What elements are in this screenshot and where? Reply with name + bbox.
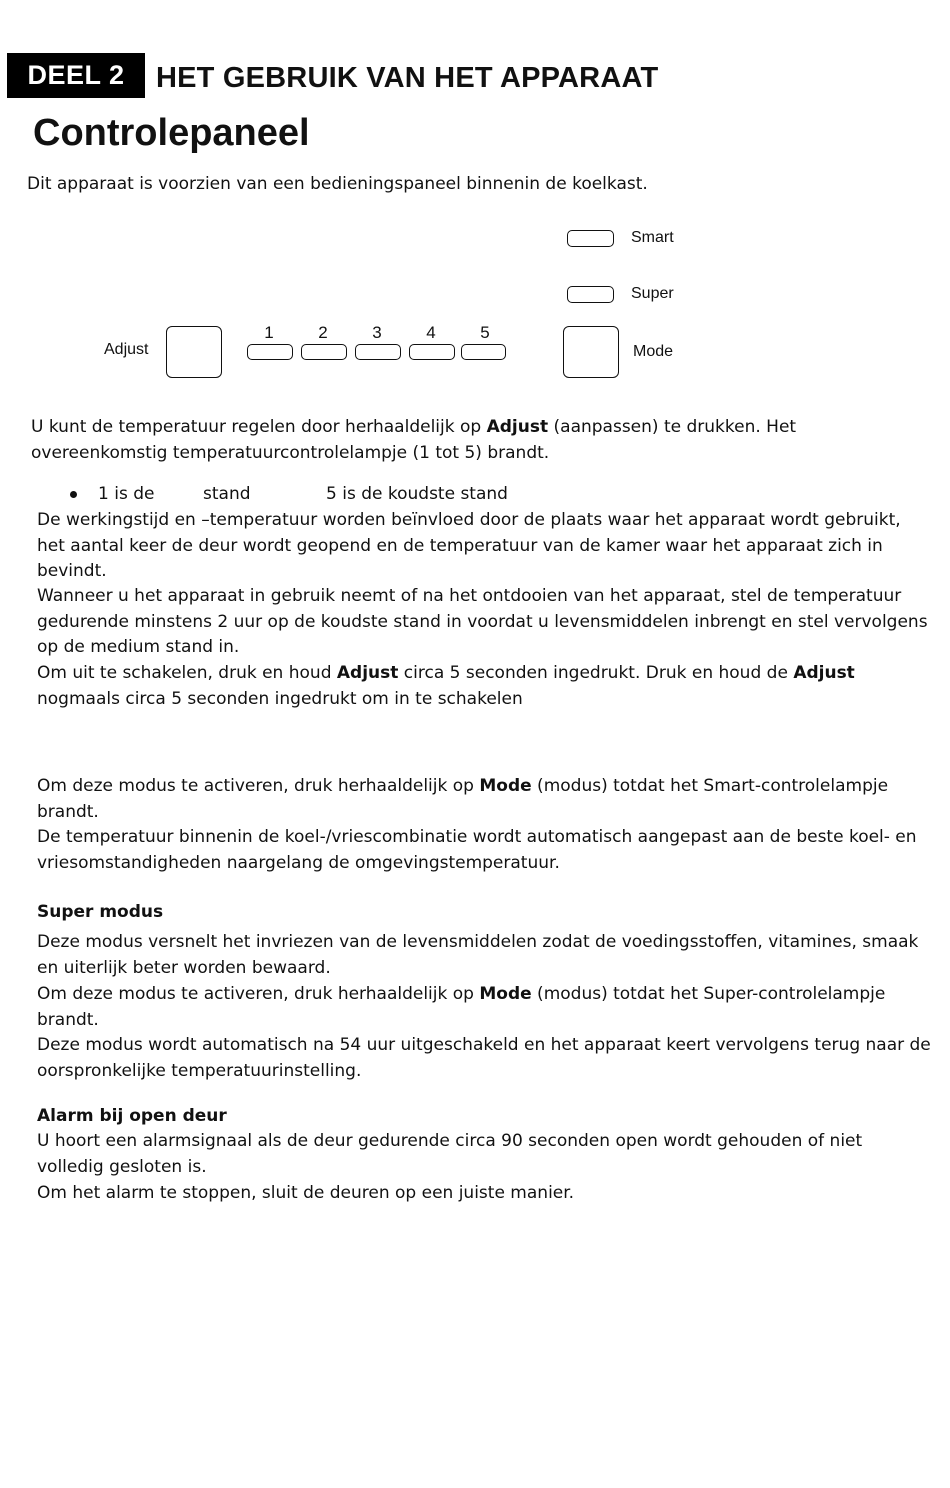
level-indicator: [409, 344, 455, 360]
level-number: 1: [264, 323, 274, 342]
smart-indicator: [567, 230, 614, 247]
level-number: 3: [372, 323, 382, 342]
level-number: 4: [426, 323, 436, 342]
level-indicator: [247, 344, 293, 360]
level-indicator: [461, 344, 506, 360]
adjust-text-line1: U kunt de temperatuur regelen door herhaaldelijk op Adjust (aanpassen) te drukken. Het: [31, 417, 797, 437]
paragraph-alarm-stop: Om het alarm te stoppen, sluit de deuren op een juiste manier.: [37, 1183, 575, 1203]
bullet-icon: [70, 491, 77, 498]
level-indicator: [355, 344, 401, 360]
paragraph-super-auto-off: Deze modus wordt automatisch na 54 uur uitgeschakeld en het apparaat keert vervolgens terug naar de oorspronkelijke temperatuurinstelling.: [37, 1035, 931, 1081]
paragraph-operation: De werkingstijd en –temperatuur worden beïnvloed door de plaats waar het apparaat wordt gebruikt, het aantal keer de deur wordt geopend en de temperatuur van de kamer waar het apparaat zich in bevindt.: [37, 510, 901, 581]
paragraph-alarm-description: U hoort een alarmsignaal als de deur gedurende circa 90 seconden open wordt gehouden of niet volledig gesloten is.: [37, 1131, 863, 1177]
intro-text: Dit apparaat is voorzien van een bedieningspaneel binnenin de koelkast.: [27, 174, 648, 194]
paragraph-super-description: Deze modus versnelt het invriezen van de levensmiddelen zodat de voedingsstoffen, vitamines, smaak en uiterlijk beter worden bewaard.: [37, 932, 919, 978]
paragraph-startup: Wanneer u het apparaat in gebruik neemt of na het ontdooien van het apparaat, stel de temperatuur gedurende minstens 2 uur op de koudste stand in voordat u levensmiddelen inbrengt en stel vervolgens op de medium stand in.: [37, 586, 928, 657]
adjust-button[interactable]: [166, 326, 222, 378]
paragraph-smart-description: De temperatuur binnenin de koel-/vriescombinatie wordt automatisch aangepast aan de beste koel- en vriesomstandigheden naargelang de omgevingstemperatuur.: [37, 827, 917, 873]
adjust-label: Adjust: [104, 341, 149, 358]
paragraph-switch-off: Om uit te schakelen, druk en houd Adjust circa 5 seconden ingedrukt. Druk en houd de Adjust nogmaals circa 5 seconden ingedrukt om in te schakelen: [37, 663, 855, 709]
paragraph-smart-activate: Om deze modus te activeren, druk herhaaldelijk op Mode (modus) totdat het Smart-controlelampje brandt.: [37, 776, 889, 822]
adjust-text-line2: overeenkomstig temperatuurcontrolelampje (1 tot 5) brandt.: [31, 443, 550, 463]
level-indicator: [301, 344, 347, 360]
level-number: 5: [480, 323, 490, 342]
section-title: HET GEBRUIK VAN HET APPARAAT: [156, 62, 659, 94]
mode-button[interactable]: [563, 326, 619, 378]
mode-label: Mode: [633, 343, 674, 360]
level-number: 2: [318, 323, 328, 342]
paragraph-super-activate: Om deze modus te activeren, druk herhaaldelijk op Mode (modus) totdat het Super-controlelampje brandt.: [37, 984, 886, 1030]
super-mode-heading: Super modus: [37, 902, 164, 922]
smart-label: Smart: [631, 229, 674, 246]
section-badge: DEEL 2: [7, 53, 145, 98]
page-title: Controlepaneel: [33, 112, 310, 154]
super-indicator: [567, 286, 614, 303]
alarm-heading: Alarm bij open deur: [37, 1106, 227, 1126]
super-label: Super: [631, 285, 674, 302]
